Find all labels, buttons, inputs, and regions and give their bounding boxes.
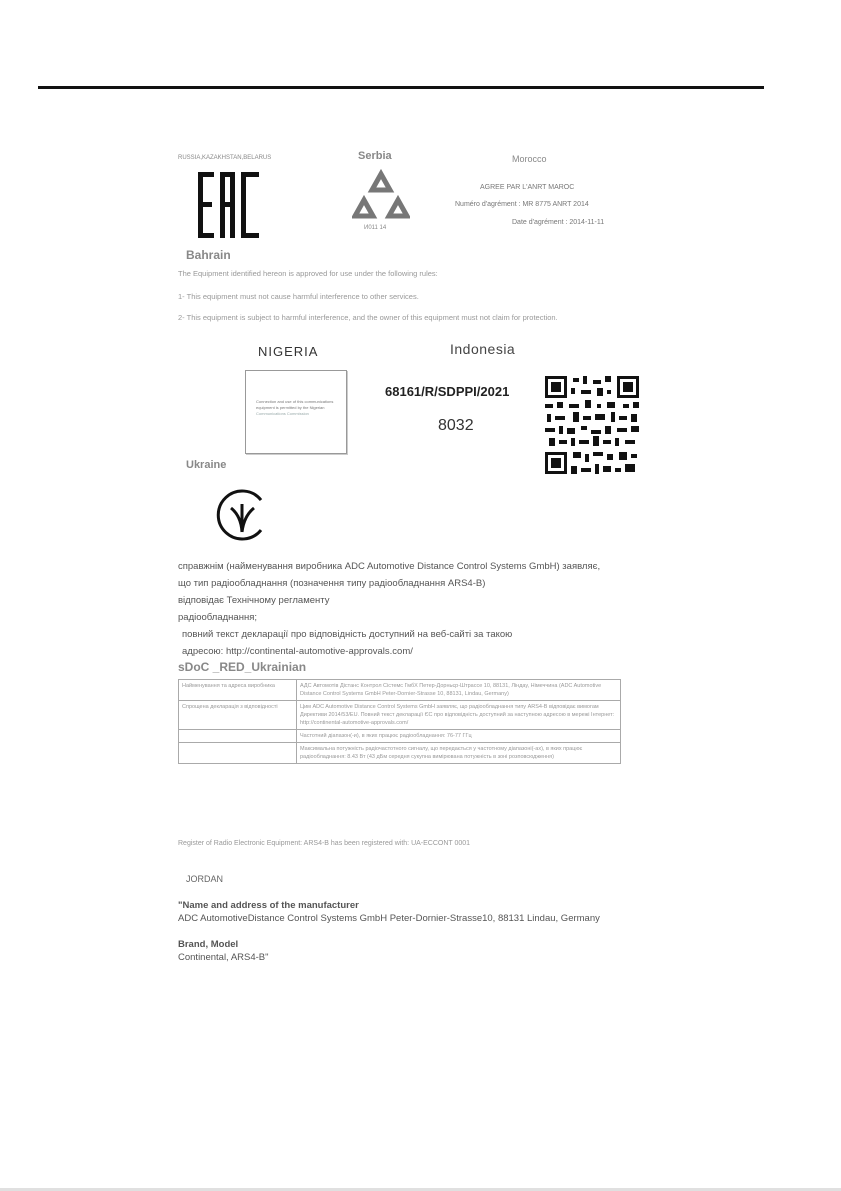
sdoc-row: [179, 701, 621, 730]
ukraine-declaration: [178, 558, 718, 660]
sdoc-table: [178, 679, 621, 764]
ukraine-line3: відповідає Технічному регламенту: [178, 595, 330, 606]
eac-region: RUSSIA,KAZAKHSTAN,BELARUS: [178, 155, 272, 161]
sdoc-row-value: Частотний діапазон(-и), в яких працює радіообладнання: 76-77 ГГц: [297, 730, 621, 743]
indonesia-title: Indonesia: [450, 341, 516, 357]
morocco-title: Morocco: [512, 154, 547, 164]
sdoc-title: sDoC _RED_Ukrainian: [178, 660, 307, 674]
nigeria-stamp: [245, 370, 347, 454]
jordan-brand-label: Brand, Model: [178, 939, 239, 950]
sdoc-row: [179, 730, 621, 743]
sdoc-row-label: [179, 730, 297, 743]
sdoc-row-label: [179, 743, 297, 764]
nigeria-stamp-line1: Connection and use of this communications: [256, 399, 334, 404]
sdoc-row-label: Спрощена декларація з відповідності: [179, 701, 297, 730]
header-rule: [38, 86, 764, 89]
ukraine-conformity-mark-icon: [213, 486, 271, 549]
serbia-title: Serbia: [358, 150, 392, 162]
ukraine-line2: що тип радіообладнання (позначення типу радіообладнання ARS4-B): [178, 578, 486, 589]
ukraine-line6: адресою: http://continental-automotive-approvals.com/: [182, 646, 413, 657]
qr-code-icon: [543, 374, 641, 481]
nigeria-title: NIGERIA: [258, 344, 319, 359]
serbia-code: И011 14: [364, 225, 387, 231]
morocco-line1: AGREE PAR L'ANRT MAROC: [480, 184, 575, 191]
morocco-line2: Numéro d'agrément : MR 8775 ANRT 2014: [455, 201, 589, 208]
serbia-mark: [352, 168, 410, 229]
nigeria-stamp-line2: equipment is permitted by the Nigerian: [256, 405, 325, 410]
sdoc-row-value: Цим ADC Automotive Distance Control Systems GmbH заявляє, що радіообладнання типу ARS4-B відповідає вимогам Директиви 2014/53/EU. Повний текст декларації ЄС про відповідність доступний за наступною адресою в мережі Інтернет: http://continental-automotive-approvals.com/: [297, 701, 621, 730]
bahrain-rule1: 1- This equipment must not cause harmful interference to other services.: [178, 292, 419, 301]
bahrain-title: Bahrain: [186, 248, 231, 262]
nigeria-stamp-line3: Communications Commission: [256, 411, 309, 416]
ukraine-line1: справжнім (найменування виробника ADC Automotive Distance Control Systems GmbH) заявляє,: [178, 561, 601, 572]
jordan-name-label: "Name and address of the manufacturer: [178, 900, 359, 911]
eac-logo: [198, 172, 260, 243]
sdoc-row-value: АДС Автомотів Дістанс Контрол Сістемс ГмбХ Петер-Дорньєр-Штрассе 10, 88131, Ліндау, Німеччина (ADC Automotive Distance Control Systems GmbH Peter-Dornier-Strasse 10, 88131, Lindau, Germany): [297, 680, 621, 701]
jordan-name-value: ADC AutomotiveDistance Control Systems GmbH Peter-Dornier-Strasse10, 88131 Lindau, Germany: [178, 913, 600, 924]
ukraine-title: Ukraine: [186, 459, 227, 471]
jordan-brand-value: Continental, ARS4-B": [178, 952, 269, 963]
indonesia-cert-number: 68161/R/SDPPI/2021: [385, 384, 510, 399]
jordan-details: [178, 899, 738, 964]
sdoc-row: [179, 743, 621, 764]
jordan-title: JORDAN: [186, 874, 224, 884]
morocco-line3: Date d'agrément : 2014-11-11: [512, 219, 605, 226]
register-note: Register of Radio Electronic Equipment: ARS4-B has been registered with: UA-ECCONT 0001: [178, 840, 471, 847]
ukraine-line5: повний текст декларації про відповідність доступний на веб-сайті за такою: [182, 629, 513, 640]
bahrain-rule2: 2- This equipment is subject to harmful interference, and the owner of this equipment must not claim for protection.: [178, 313, 558, 322]
indonesia-pleg: 8032: [438, 417, 474, 434]
ukraine-line4: радіообладнання;: [178, 612, 257, 623]
bahrain-intro: The Equipment identified hereon is approved for use under the following rules:: [178, 269, 438, 278]
sdoc-row: [179, 680, 621, 701]
sdoc-row-value: Максимальна потужність радіочастотного сигналу, що передається у частотному діапазоні(-ах), в яких працює радіообладнання: 8.43 Вт (43 дБм середня сукупна вимірювана потужність в зоні розповсюдження): [297, 743, 621, 764]
sdoc-row-label: Найменування та адреса виробника: [179, 680, 297, 701]
